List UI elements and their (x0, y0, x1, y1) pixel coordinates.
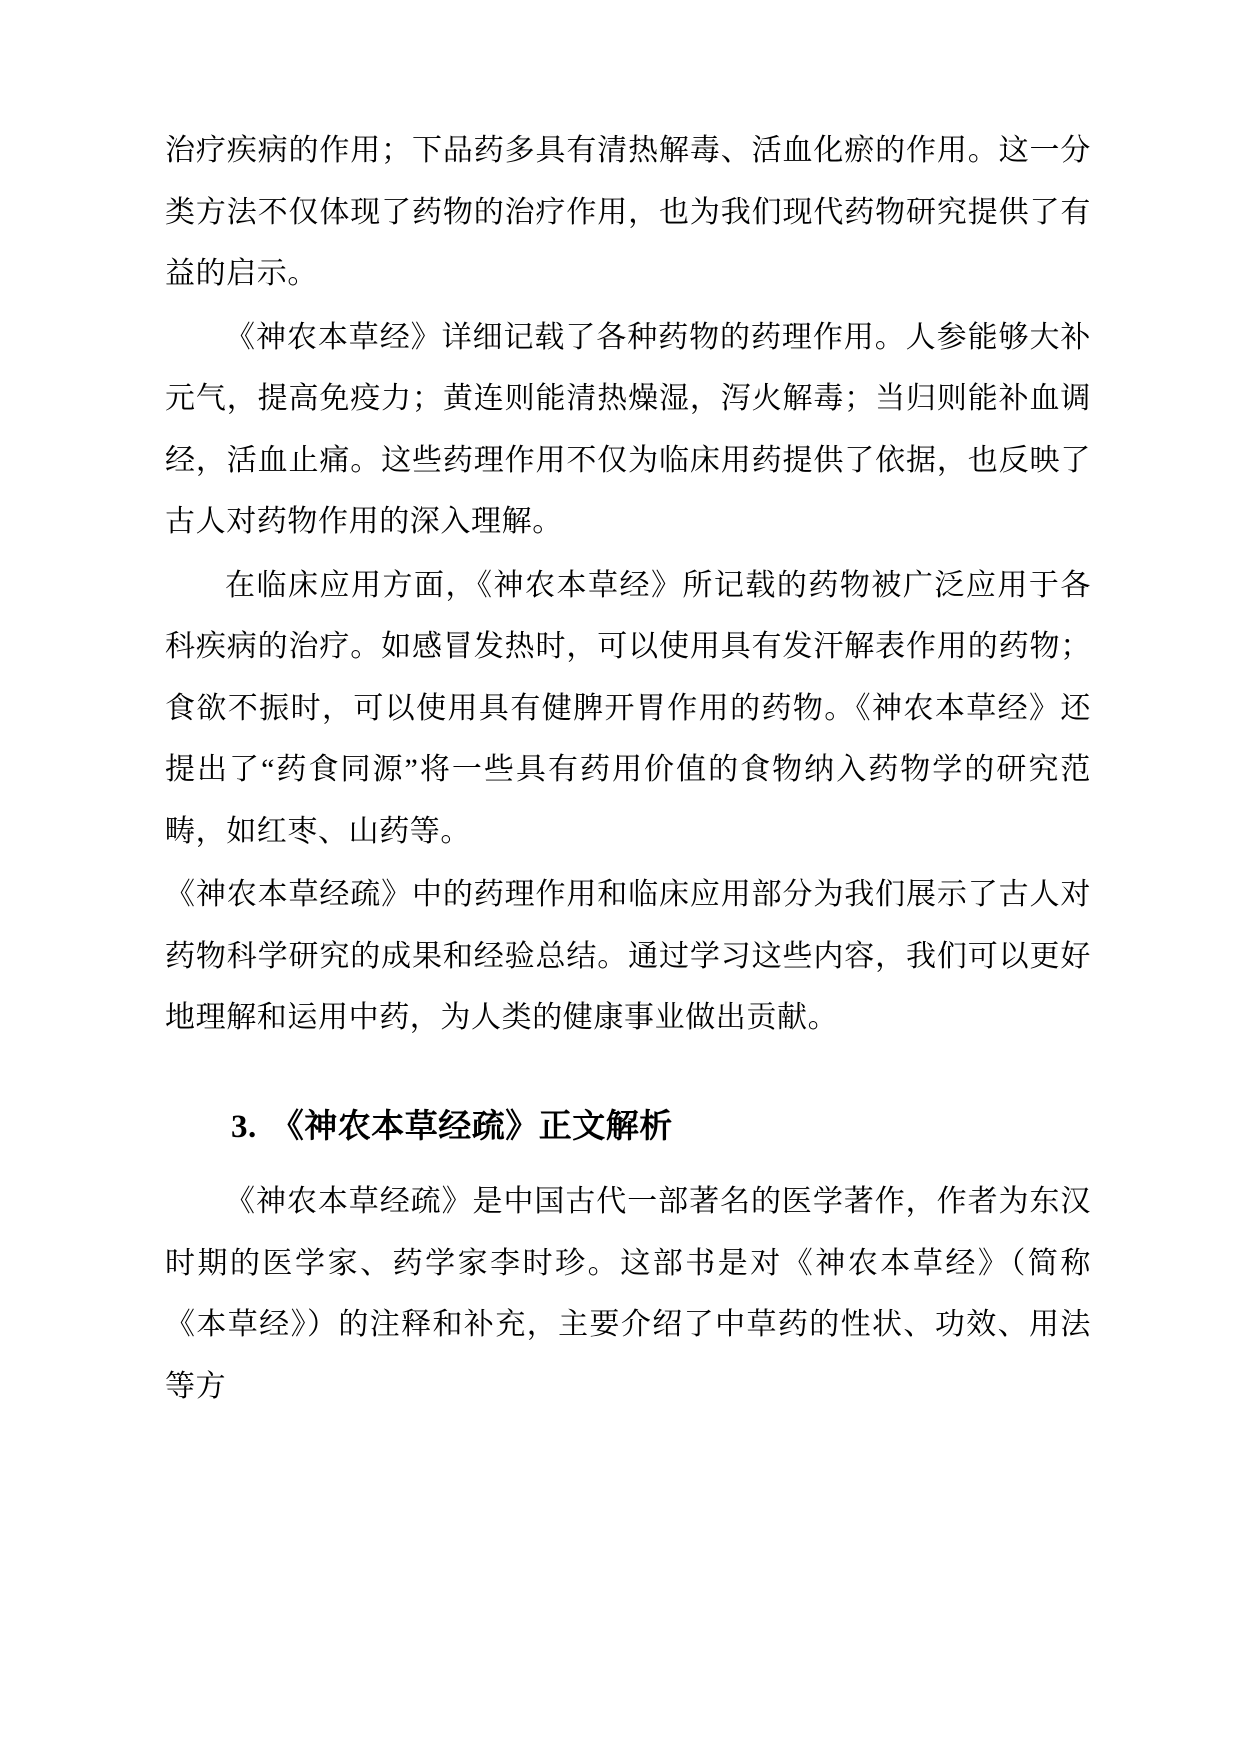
section-number: 3. (231, 1108, 257, 1145)
paragraph: 《神农本草经疏》是中国古代一部著名的医学著作，作者为东汉时期的医学家、药学家李时珍。这部书是对《神农本草经》（简称《本草经》）的注释和补充，主要介绍了中草药的性状、功效、用法等方 (165, 1185, 1091, 1403)
section-title: 《神农本草经疏》正文解析 (270, 1108, 673, 1145)
paragraph: 治疗疾病的作用；下品药多具有清热解毒、活血化瘀的作用。这一分类方法不仅体现了药物的治疗作用，也为我们现代药物研究提供了有益的启示。 (165, 134, 1091, 290)
paragraph: 在临床应用方面，《神农本草经》所记载的药物被广泛应用于各科疾病的治疗。如感冒发热时，可以使用具有发汗解表作用的药物；食欲不振时，可以使用具有健脾开胃作用的药物。《神农本草经》还提出了“药食同源”将一些具有药用价值的食物纳入药物学的研究范畴，如红枣、山药等。 (165, 568, 1091, 848)
paragraph: 《神农本草经》详细记载了各种药物的药理作用。人参能够大补元气，提高免疫力；黄连则能清热燥湿，泻火解毒；当归则能补血调经，活血止痛。这些药理作用不仅为临床用药提供了依据，也反映了古人对药物作用的深入理解。 (165, 320, 1091, 538)
paragraph: 《神农本草经疏》中的药理作用和临床应用部分为我们展示了古人对药物科学研究的成果和经验总结。通过学习这些内容，我们可以更好地理解和运用中药，为人类的健康事业做出贡献。 (165, 878, 1091, 1034)
section-heading (165, 1101, 1091, 1154)
document-body (165, 120, 1091, 1417)
